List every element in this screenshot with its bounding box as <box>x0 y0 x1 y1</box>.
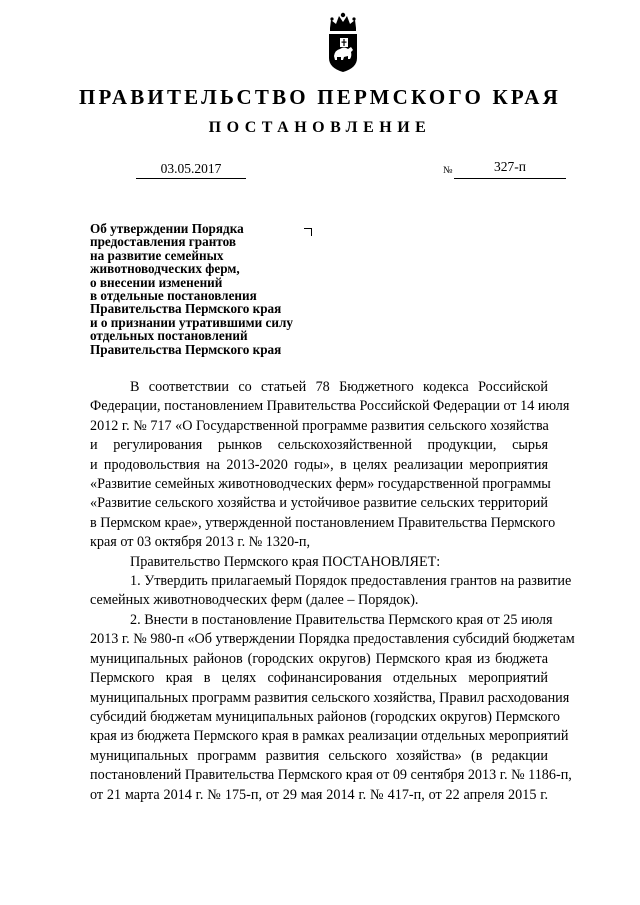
subject-line: Об утверждении Порядка <box>90 221 244 236</box>
document-subject <box>90 222 360 356</box>
subject-line: в отдельные постановления <box>90 288 257 304</box>
body-line: и продовольствия на 2013-2020 годы», в целях реализации мероприятия <box>90 456 548 473</box>
body-line: в Пермском крае», утвержденной постановлением Правительства Пермского <box>90 514 556 531</box>
subject-line: о внесении изменений <box>90 274 223 290</box>
subject-line: Правительства Пермского края <box>90 341 282 357</box>
body-line: «Развитие семейных животноводческих ферм» государственной программы <box>90 476 551 493</box>
body-line: постановлений Правительства Пермского края от 09 сентября 2013 г. № 1186-п, <box>90 767 572 784</box>
body-line: Правительство Пермского края ПОСТАНОВЛЯЕТ: <box>130 553 441 570</box>
subject-line: предоставления грантов <box>90 234 236 250</box>
document-body <box>90 378 575 805</box>
body-line: «Развитие сельского хозяйства и устойчивое развитие сельских территорий <box>90 495 548 512</box>
body-line: В соответствии со статьей 78 Бюджетного кодекса Российской <box>130 379 548 395</box>
body-line: Пермского края в целях софинансирования отдельных мероприятий <box>90 670 548 687</box>
body-line: Федерации, постановлением Правительства Российской Федерации от 14 июля <box>90 398 570 415</box>
body-line: муниципальных программ развития сельского хозяйства» (в редакции <box>90 747 548 764</box>
body-line: и регулирования рынков сельскохозяйственной продукции, сырья <box>90 437 548 454</box>
document-type: ПОСТАНОВЛЕНИЕ <box>208 119 432 136</box>
subject-line: животноводческих ферм, <box>90 261 240 277</box>
body-line: от 21 марта 2014 г. № 175-п, от 29 мая 2014 г. № 417-п, от 22 апреля 2015 г. <box>90 786 548 803</box>
subject-line: отдельных постановлений <box>90 328 248 344</box>
body-line: 2. Внести в постановление Правительства Пермского края от 25 июля <box>130 611 553 628</box>
number-label: № <box>443 165 453 176</box>
subject-line: на развитие семейных <box>90 247 224 263</box>
body-line: 2012 г. № 717 «О Государственной программе развития сельского хозяйства <box>90 417 549 434</box>
body-line: края от 03 октября 2013 г. № 1320-п, <box>90 534 311 551</box>
document-number: 327-п <box>454 160 566 179</box>
subject-line: и о признании утратившими силу <box>90 314 293 330</box>
body-line: субсидий бюджетам муниципальных районов (городских округов) Пермского <box>90 708 561 725</box>
body-line: семейных животноводческих ферм (далее – Порядок). <box>90 592 419 609</box>
body-line: муниципальных программ развития сельского хозяйства, Правил расходования <box>90 689 570 706</box>
perm-krai-coat-of-arms-icon <box>326 12 360 74</box>
document-date: 03.05.2017 <box>136 160 246 179</box>
body-line: муниципальных районов (городских округов) Пермского края из бюджета <box>90 650 548 667</box>
subject-line: Правительства Пермского края <box>90 301 282 317</box>
body-line: края из бюджета Пермского края в рамках реализации отдельных мероприятий <box>90 728 569 745</box>
government-name: ПРАВИТЕЛЬСТВО ПЕРМСКОГО КРАЯ <box>78 85 561 109</box>
body-line: 1. Утвердить прилагаемый Порядок предоставления грантов на развитие <box>130 573 572 590</box>
body-line: 2013 г. № 980-п «Об утверждении Порядка предоставления субсидий бюджетам <box>90 631 575 648</box>
